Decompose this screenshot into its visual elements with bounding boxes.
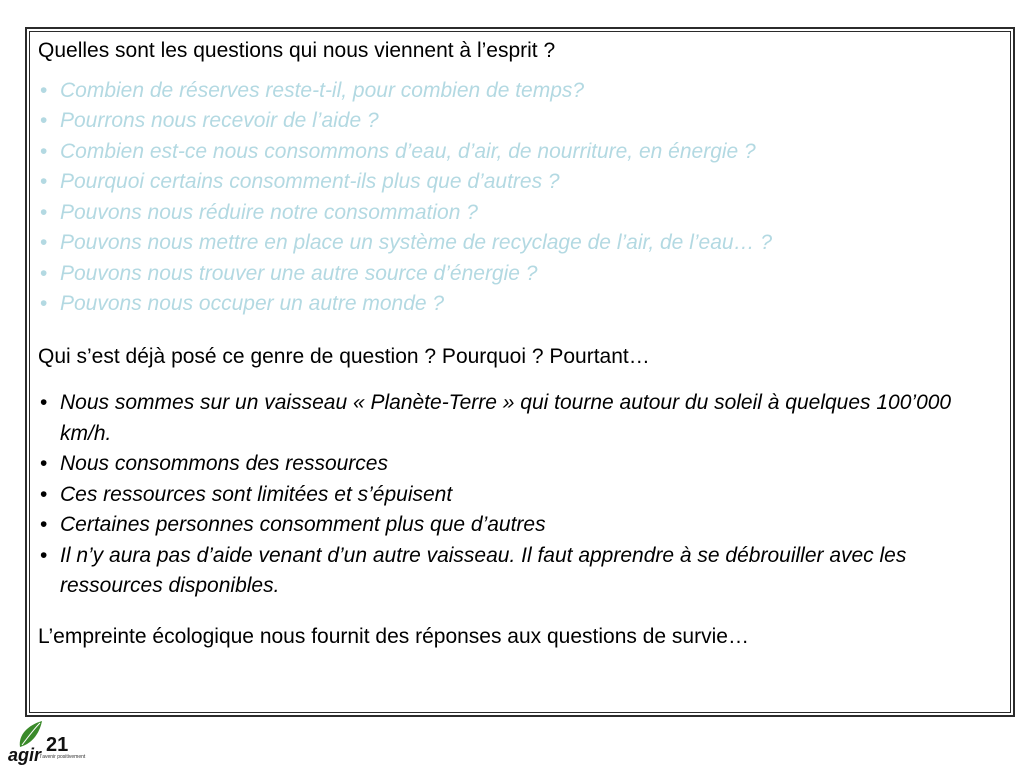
question-item: • Pouvons nous trouver une autre source d’énergie ? [38,259,998,290]
fact-item: • Nous consommons des ressources [38,449,998,480]
logo-tagline: l’avenir positivement [40,754,86,760]
question-item: • Pourrons nous recevoir de l’aide ? [38,106,998,137]
question-item: • Combien de réserves reste-t-il, pour combien de temps? [38,76,998,107]
fact-item: • Certaines personnes consomment plus que d’autres [38,510,998,541]
fact-item: • Ces ressources sont limitées et s’épuisent [38,480,998,511]
conclusion-text: L’empreinte écologique nous fournit des réponses aux questions de survie… [38,624,749,648]
who-heading: Qui s’est déjà posé ce genre de question ? Pourquoi ? Pourtant… [38,344,650,368]
fact-item: • Il n’y aura pas d’aide venant d’un autre vaisseau. Il faut apprendre à se débrouiller avec les ressources disponibles. [38,541,998,602]
questions-heading: Quelles sont les questions qui nous viennent à l’esprit ? [38,39,556,62]
fact-item: • Nous sommes sur un vaisseau « Planète-Terre » qui tourne autour du soleil à quelques 100’000 km/h. [38,388,998,449]
question-item: • Pouvons nous mettre en place un système de recyclage de l’air, de l’eau… ? [38,228,998,259]
facts-list [38,388,998,602]
question-item: • Pouvons nous occuper un autre monde ? [38,289,998,320]
question-item: • Combien est-ce nous consommons d’eau, d’air, de nourriture, en énergie ? [38,137,998,168]
svg-text:21: 21 [46,734,69,756]
svg-text:agir: agir [8,745,42,765]
question-item: • Pouvons nous réduire notre consommation ? [38,198,998,229]
slide-content [38,36,998,652]
question-item: • Pourquoi certains consomment-ils plus que d’autres ? [38,167,998,198]
questions-list [38,76,998,320]
